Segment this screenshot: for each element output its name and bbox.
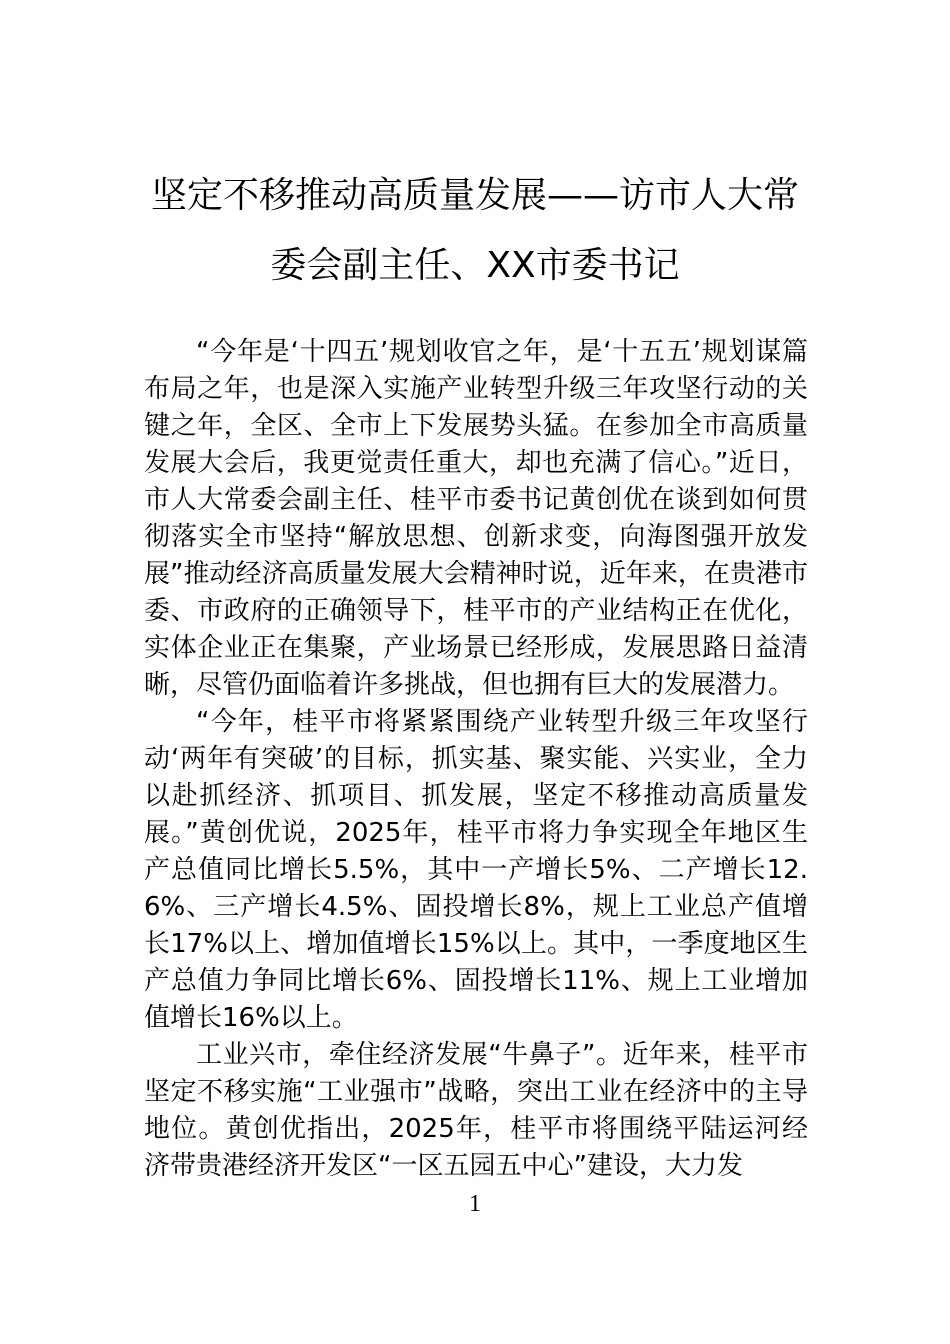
document-body [144,334,808,1185]
document-title-line-1: 坚定不移推动高质量发展——访市人大常 [150,175,799,216]
body-paragraph: “今年是‘十四五’规划收官之年，是‘十五五’规划谋篇布局之年，也是深入实施产业转型升级三年攻坚行动的关键之年，全区、全市上下发展势头猛。在参加全市高质量发展大会后，我更觉责任重大，却也充满了信心。”近日，市人大常委会副主任、桂平市委书记黄创优在谈到如何贯彻落实全市坚持“解放思想、创新求变，向海图强开放发展”推动经济高质量发展大会精神时说，近年来，在贵港市委、市政府的正确领导下，桂平市的产业结构正在优化，实体企业正在集聚，产业场景已经形成，发展思路日益清晰，尽管仍面临着许多挑战，但也拥有巨大的发展潜力。 [144,337,808,700]
document-title-line-2: 委会副主任、XX市委书记 [270,245,680,286]
body-paragraph: “今年，桂平市将紧紧围绕产业转型升级三年攻坚行动‘两年有突破’的目标，抓实基、聚实能、兴实业，全力以赴抓经济、抓项目、抓发展，坚定不移推动高质量发展。”黄创优说，2025年，桂平市将力争实现全年地区生产总值同比增长5.5%，其中一产增长5%、二产增长12.6%、三产增长4.5%、固投增长8%，规上工业总产值增长17%以上、增加值增长15%以上。其中，一季度地区生产总值力争同比增长6%、固投增长11%、规上工业增加值增长16%以上。 [144,707,808,1033]
page-number: 1 [469,1191,481,1217]
body-paragraph: 工业兴市，牵住经济发展“牛鼻子”。近年来，桂平市坚定不移实施“工业强市”战略，突出工业在经济中的主导地位。黄创优指出，2025年，桂平市将围绕平陆运河经济带贵港经济开发区“一区五园五中心”建设，大力发 [144,1040,808,1181]
